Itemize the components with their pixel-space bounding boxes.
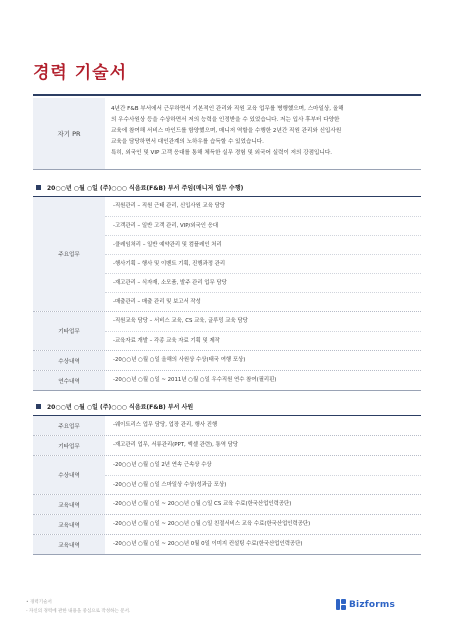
row-item: -재고관리 – 식자재, 소모품, 발주 관리 업무 담당: [105, 273, 421, 292]
row-label: 연수내역: [33, 371, 105, 390]
row-item: -클레임처리 – 일반 예약관리 및 컴플레인 처리: [105, 235, 421, 254]
table-row: [33, 535, 421, 554]
self-pr-line: 4년간 F&B 부서에서 근무하면서 기본적인 관리와 직원 교육 업무를 병행했으며, 스마일상, 올해: [111, 106, 344, 112]
title-rule: [33, 94, 421, 96]
self-pr-line: 교육을 담당하면서 대인관계의 노하우를 습득할 수 있었습니다.: [111, 139, 264, 145]
square-bullet-icon: [36, 185, 41, 190]
section-header: [33, 398, 421, 416]
row-label: 기타업무: [33, 312, 105, 350]
self-pr-line: 의 우수사원상 등을 수상하면서 저의 능력을 인정받을 수 있었습니다. 저는 입사 후부터 다양한: [111, 117, 340, 123]
bizforms-logo-icon: [336, 599, 346, 610]
self-pr-text: [105, 98, 421, 169]
row-item: -고객관리 – 일반 고객 관리, VIP/외국인 응대: [105, 216, 421, 235]
row-label: 주요업무: [33, 197, 105, 311]
row-label: 주요업무: [33, 416, 105, 435]
table-row: [33, 312, 421, 351]
page-title: 경력 기술서: [33, 63, 128, 83]
section-header-text: 20○○년 ○월 ○일 (주)○○○ 식음료(F&B) 부서 사원: [47, 404, 194, 411]
table-row: [33, 416, 421, 436]
footer-note-title: • 경력기술서: [26, 600, 52, 605]
self-pr-line: 교육에 참여해 서비스 마인드를 함양했으며, 매니저 역할을 수행한 2년간 직원 관리와 신입사원: [111, 128, 342, 134]
table-row: [33, 515, 421, 535]
section-header-text: 20○○년 ○월 ○일 (주)○○○ 식음료(F&B) 부서 주임(매니저 업무 수행): [47, 185, 244, 192]
section-header: [33, 179, 421, 197]
row-label: 교육내역: [33, 535, 105, 554]
row-item: -20○○년 ○월 ○일 ~ 20○○년 0월 0일 이미지 컨설팅 수료(한국산업인력공단): [113, 541, 303, 547]
table-row: [33, 197, 421, 312]
row-item: -직원교육 담당 – 서비스 교육, CS 교육, 글루밍 교육 담당: [113, 318, 248, 324]
self-pr-line: 특히, 외국인 및 VIP 고객 응대를 통해 체득한 실무 경험 및 외국어 실력이 저의 강점입니다.: [111, 150, 333, 156]
footer-note-desc: - 자신의 경력에 관한 내용을 중심으로 작성하는 문서.: [26, 609, 131, 614]
row-item: -20○○년 ○월 ○일 ~ 20○○년 ○월 ○일 친절서비스 교육 수료(한국산업인력공단): [113, 521, 311, 527]
row-label: 기타업무: [33, 436, 105, 455]
table-row: [33, 371, 421, 390]
row-item: -행사기획 – 행사 및 이벤트 기획, 진행과정 관리: [105, 254, 421, 273]
row-item: -교육자료 개발 – 각종 교육 자료 기획 및 제작: [105, 331, 421, 350]
row-item: -20○○년 ○월 ○일 올해의 사원상 수상(태국 여행 포상): [113, 357, 246, 363]
row-label: 수상내역: [33, 456, 105, 494]
row-label: 교육내역: [33, 515, 105, 534]
row-label: 수상내역: [33, 351, 105, 370]
row-item: -재고관리 업무, 서류관리(PPT, 엑셀 관련), 통역 담당: [113, 442, 239, 448]
table-row: [33, 495, 421, 515]
row-label: 교육내역: [33, 495, 105, 514]
self-pr-label: 자기 PR: [33, 98, 105, 169]
table-row: [33, 351, 421, 371]
career-section-1: [33, 179, 421, 391]
row-item: -20○○년 ○월 ○일 스마일상 수상(성과급 포상): [105, 475, 421, 494]
row-item: -웨이트리스 업무 담당, 업장 관리, 행사 진행: [113, 422, 218, 428]
square-bullet-icon: [36, 404, 41, 409]
bizforms-logo-text: Bizforms: [349, 599, 396, 610]
row-item: -20○○년 ○월 ○일 ~ 20○○년 ○월 ○일 CS 교육 수료(한국산업인력공단): [113, 501, 292, 507]
row-item: -20○○년 ○월 ○일 ~ 2011년 ○월 ○일 우수직원 연수 참여(필리핀): [113, 377, 277, 383]
self-pr-row: [33, 98, 421, 170]
bizforms-logo[interactable]: [336, 599, 395, 610]
row-item: -직원관리 – 직원 근태 관리, 신입사원 교육 담당: [113, 203, 226, 209]
table-row: [33, 436, 421, 456]
table-row: [33, 456, 421, 495]
row-item: -매출관리 – 매출 관리 및 보고서 작성: [105, 292, 421, 311]
footer-note: [26, 598, 130, 616]
career-section-2: [33, 398, 421, 555]
row-item: -20○○년 ○월 ○일 2년 연속 근속상 수상: [113, 462, 212, 468]
